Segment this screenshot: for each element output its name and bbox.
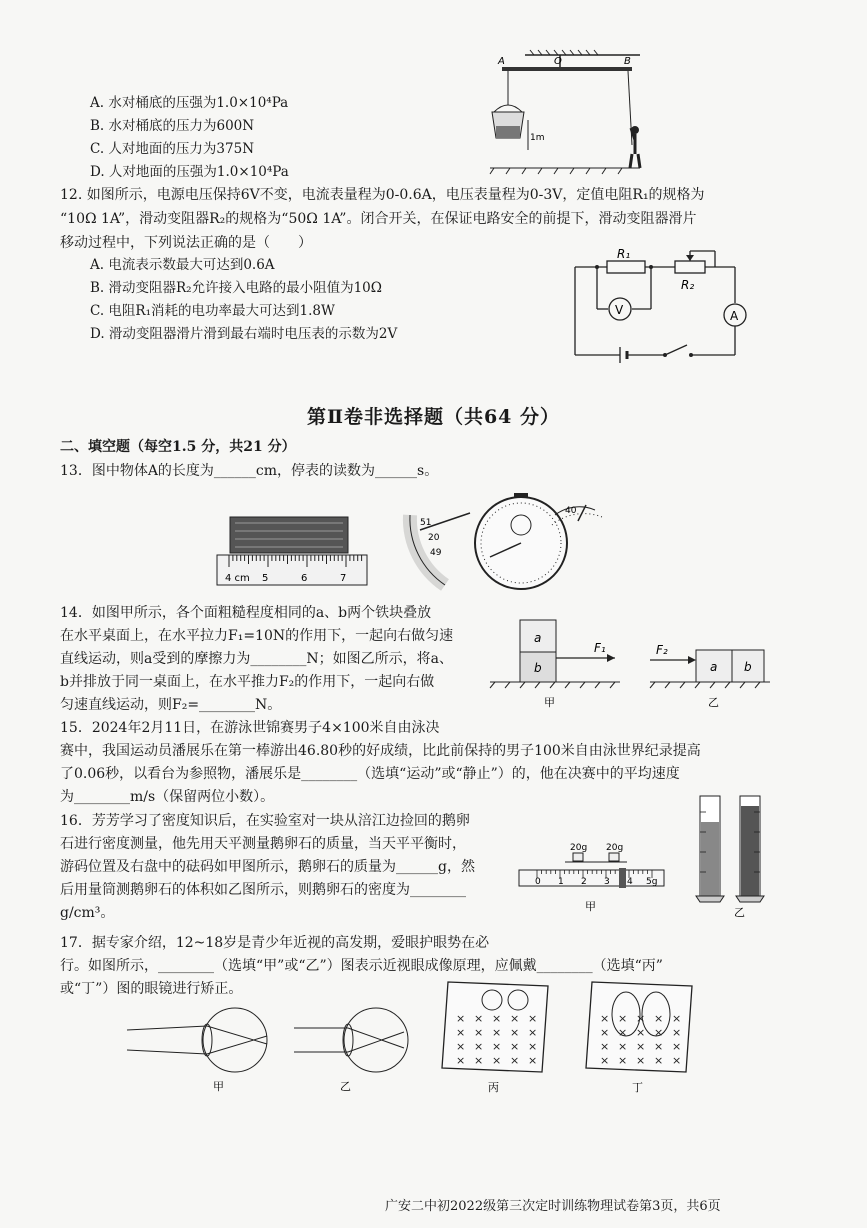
eye-caption-yi: 乙 — [340, 1080, 351, 1093]
ruler-label-4: 4 cm — [225, 573, 250, 584]
section-subtitle: 二、填空题（每空1.5 分，共21 分） — [60, 439, 296, 455]
field-cross: × — [618, 1026, 628, 1039]
field-cross: × — [510, 1012, 520, 1025]
label-ammeter: A — [730, 309, 739, 323]
q14-line-3: 直线运动，则a受到的摩擦力为________N；如图乙所示，将a、 — [60, 651, 453, 667]
ruler-label-7: 7 — [340, 573, 347, 584]
sw-label-20: 20 — [428, 533, 440, 543]
ruler-label-6: 6 — [301, 573, 308, 584]
q13-text: 13．图中物体A的长度为______cm，停表的读数为______s。 — [60, 463, 439, 479]
q14-line-5: 匀速直线运动，则F₂=________N。 — [60, 697, 282, 713]
label-voltmeter: V — [615, 303, 624, 317]
q17-line-2: 行。如图所示，________（选填“甲”或“乙”）图表示近视眼成像原理，应佩戴________（选填“丙” — [60, 958, 663, 974]
field-cross: × — [654, 1040, 664, 1053]
field-cross: × — [654, 1012, 664, 1025]
field-cross: × — [492, 1012, 502, 1025]
field-cross: × — [510, 1040, 520, 1053]
q15-line-3: 了0.06秒，以看台为参照物，潘展乐是________（选填“运动”或“静止”）的，他在决赛中的平均速度 — [60, 766, 680, 782]
field-cross: × — [510, 1026, 520, 1039]
q16-line-1: 16．芳芳学习了密度知识后，在实验室对一块从涪江边捡回的鹅卵 — [60, 813, 470, 829]
field-cross: × — [672, 1040, 682, 1053]
q12-line-3: 移动过程中，下列说法正确的是（ ） — [60, 235, 312, 251]
friction-figure-yi — [650, 640, 775, 710]
q15-line-2: 赛中，我国运动员潘展乐在第一棒游出46.80秒的好成绩，比此前保持的男子100米自由泳世界纪录提高 — [60, 743, 701, 759]
q14-line-1: 14．如图甲所示，各个面粗糙程度相同的a、b两个铁块叠放 — [60, 605, 432, 621]
field-cross: × — [510, 1054, 520, 1067]
q11-option-d: D. 人对地面的压强为1.0×10⁴Pa — [90, 164, 289, 180]
q16-line-5: g/cm³。 — [60, 905, 115, 921]
field-cross: × — [636, 1012, 646, 1025]
q11-option-b: B. 水对桶底的压力为600N — [90, 118, 255, 134]
field-cross: × — [654, 1026, 664, 1039]
yi-block-a: a — [710, 660, 718, 674]
field-cross: × — [528, 1012, 538, 1025]
yi-caption: 乙 — [708, 696, 719, 709]
q15-line-4: 为________m/s（保留两位小数）。 — [60, 789, 275, 805]
eye-caption-jia: 甲 — [213, 1080, 224, 1093]
glasses-caption-bing: 丙 — [488, 1081, 499, 1094]
q11-option-a: A. 水对桶底的压强为1.0×10⁴Pa — [90, 95, 289, 111]
label-a: A — [498, 56, 505, 67]
q11-option-c: C. 人对地面的压力为375N — [90, 141, 255, 157]
ruler-label-5: 5 — [262, 573, 269, 584]
balance-figure — [515, 840, 670, 915]
label-height: 1m — [530, 133, 545, 143]
field-cross: × — [474, 1026, 484, 1039]
glasses-caption-ding: 丁 — [632, 1081, 643, 1094]
ruler-figure — [215, 515, 375, 590]
field-cross: × — [672, 1012, 682, 1025]
jia-caption: 甲 — [544, 696, 555, 709]
label-b: B — [624, 56, 631, 67]
field-cross: × — [528, 1026, 538, 1039]
field-cross: × — [456, 1012, 466, 1025]
field-cross: × — [636, 1026, 646, 1039]
jia-block-a: a — [534, 631, 542, 645]
eye-figure-jia — [125, 1000, 275, 1095]
lever-figure — [480, 50, 650, 180]
weight-label-1: 20g — [570, 843, 588, 853]
field-cross: × — [618, 1012, 628, 1025]
label-r1: R₁ — [617, 247, 631, 261]
jia-force-f1: F₁ — [594, 641, 606, 655]
field-cross: × — [600, 1040, 610, 1053]
field-cross: × — [456, 1026, 466, 1039]
q17-line-1: 17．据专家介绍，12~18岁是青少年近视的高发期，爱眼护眼势在必 — [60, 935, 490, 951]
field-cross: × — [456, 1040, 466, 1053]
field-cross: × — [636, 1054, 646, 1067]
page-footer: 广安二中初2022级第三次定时训练物理试卷第3页，共6页 — [385, 1199, 721, 1214]
scale-2: 2 — [581, 877, 587, 887]
q16-line-2: 石进行密度测量，他先用天平测量鹅卵石的质量，当天平平衡时， — [60, 836, 466, 852]
stopwatch-figure — [390, 485, 610, 595]
scale-1: 1 — [558, 877, 564, 887]
circuit-diagram — [565, 245, 760, 375]
field-cross: × — [492, 1040, 502, 1053]
weight-label-2: 20g — [606, 843, 624, 853]
field-cross: × — [654, 1054, 664, 1067]
cylinder-figure — [690, 792, 780, 917]
cylinder-caption: 乙 — [734, 906, 745, 919]
label-o: O — [554, 56, 562, 67]
label-r2: R₂ — [681, 278, 695, 292]
q16-line-3: 游码位置及右盘中的砝码如甲图所示，鹅卵石的质量为______g，然 — [60, 859, 475, 875]
eye-figure-yi — [292, 1000, 422, 1095]
field-cross: × — [636, 1040, 646, 1053]
q12-line-2: “10Ω 1A”，滑动变阻器R₂的规格为“50Ω 1A”。闭合开关，在保证电路安全的前提下，滑动变阻器滑片 — [60, 211, 697, 227]
field-cross: × — [492, 1054, 502, 1067]
scale-3: 3 — [604, 877, 610, 887]
section-title: 第Ⅱ卷非选择题（共64 分） — [306, 406, 561, 428]
q15-line-1: 15．2024年2月11日，在游泳世锦赛男子4×100米自由泳决 — [60, 720, 440, 736]
q12-option-c: C. 电阻R₁消耗的电功率最大可达到1.8W — [90, 303, 335, 319]
field-cross: × — [528, 1040, 538, 1053]
sw-label-49: 49 — [430, 548, 442, 558]
balance-caption: 甲 — [585, 900, 596, 913]
glasses-figure-bing — [438, 978, 550, 1096]
field-cross: × — [456, 1054, 466, 1067]
field-cross: × — [474, 1040, 484, 1053]
field-cross: × — [492, 1026, 502, 1039]
glasses-figure-ding — [582, 978, 694, 1096]
q14-line-4: b并排放于同一桌面上，在水平推力F₂的作用下，一起向右做 — [60, 674, 435, 690]
field-cross: × — [672, 1054, 682, 1067]
friction-figure-jia — [490, 618, 625, 710]
q17-line-3: 或“丁”）图的眼镜进行矫正。 — [60, 981, 243, 997]
jia-block-b: b — [534, 661, 542, 675]
field-cross: × — [618, 1040, 628, 1053]
field-cross: × — [474, 1054, 484, 1067]
field-cross: × — [528, 1054, 538, 1067]
field-cross: × — [600, 1054, 610, 1067]
field-cross: × — [600, 1012, 610, 1025]
scale-4: 4 — [627, 877, 633, 887]
field-cross: × — [618, 1054, 628, 1067]
field-cross: × — [672, 1026, 682, 1039]
q12-option-a: A. 电流表示数最大可达到0.6A — [90, 257, 275, 273]
q12-option-b: B. 滑动变阻器R₂允许接入电路的最小阻值为10Ω — [90, 280, 382, 296]
q16-line-4: 后用量筒测鹅卵石的体积如乙图所示，则鹅卵石的密度为________ — [60, 882, 466, 898]
q12-option-d: D. 滑动变阻器滑片滑到最右端时电压表的示数为2V — [90, 326, 398, 342]
scale-0: 0 — [535, 877, 541, 887]
field-cross: × — [600, 1026, 610, 1039]
sw-label-40: 40 — [565, 506, 577, 516]
q14-line-2: 在水平桌面上，在水平拉力F₁=10N的作用下，一起向右做匀速 — [60, 628, 454, 644]
scale-5: 5g — [646, 877, 658, 887]
sw-label-51: 51 — [420, 518, 432, 528]
field-cross: × — [474, 1012, 484, 1025]
q12-line-1: 12. 如图所示，电源电压保持6V不变，电流表量程为0-0.6A，电压表量程为0-3V，定值电阻R₁的规格为 — [60, 187, 705, 203]
yi-force-f2: F₂ — [656, 643, 668, 657]
yi-block-b: b — [744, 660, 752, 674]
